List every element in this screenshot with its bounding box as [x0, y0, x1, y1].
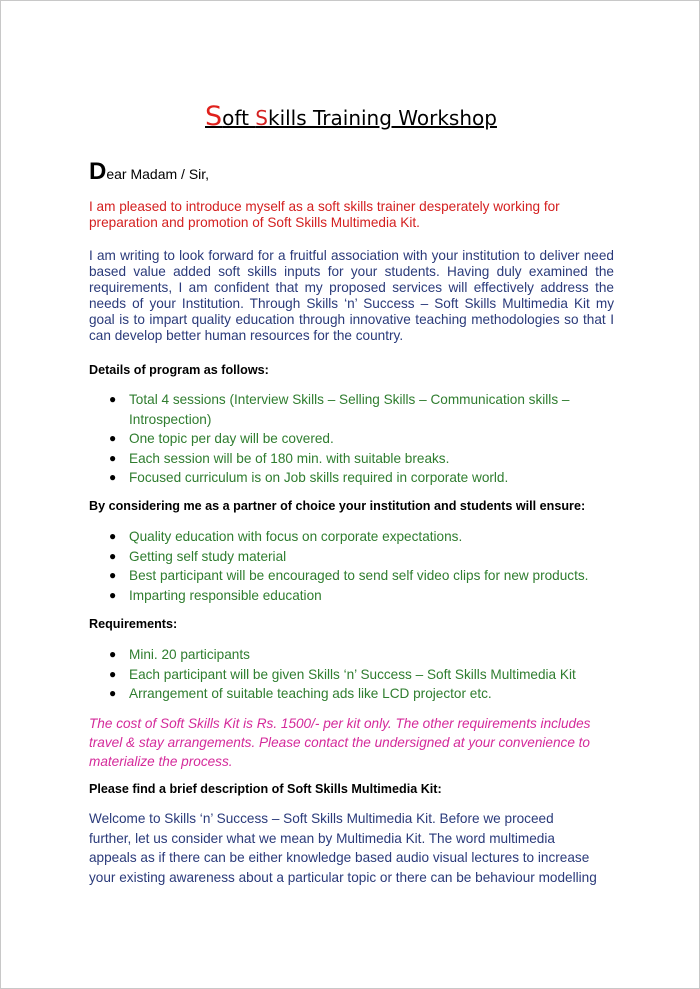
bullet-icon: ● — [109, 568, 117, 582]
title-s2-rest: kills Training Workshop — [267, 106, 497, 130]
body-paragraph: I am writing to look forward for a fruitful association with your institution to deliver need based value added soft skills inputs for your students. Having duly examined the requirements, I am confident that my proposed services will effectively address the needs of your Institution. Through Skills ‘n’ Success – Soft Skills Multimedia Kit my goal is to impart quality education through innovative teaching methodologies so that I can develop better human resources for the country. — [89, 248, 614, 343]
kit-description-line: appeals as if there can be either knowledge based audio visual lectures to increase — [89, 850, 590, 865]
bullet-icon: ● — [109, 587, 117, 602]
intro-paragraph: I am pleased to introduce myself as a soft skills trainer desperately working for preparation and promotion of Soft Skills Multimedia Kit. — [89, 199, 560, 230]
bullet-icon: ● — [109, 548, 117, 563]
title-s1-rest: oft — [222, 106, 256, 130]
title-text — [205, 101, 497, 132]
salutation — [89, 158, 209, 186]
list-item: ● One topic per day will be covered. — [109, 429, 604, 449]
bullet-icon: ● — [109, 392, 117, 406]
kit-description-line: further, let us consider what we mean by Multimedia Kit. The word multimedia — [89, 830, 555, 846]
salutation-drop-letter: D — [89, 158, 107, 185]
requirements-heading: Requirements: — [89, 617, 178, 631]
cost-note: The cost of Soft Skills Kit is Rs. 1500/- per kit only. The other requirements includes travel & stay arrangements. Please contact the undersigned at your convenience to materialize the process. — [89, 716, 591, 769]
bullet-icon: ● — [109, 647, 117, 661]
kit-description-heading: Please find a brief description of Soft Skills Multimedia Kit: — [89, 782, 442, 796]
title-s2-letter: S — [255, 106, 268, 130]
list-item: ● Getting self study material — [109, 547, 604, 567]
program-details-list — [109, 390, 604, 488]
title-s1-letter: S — [205, 101, 223, 132]
salutation-text: ear Madam / Sir, — [106, 166, 210, 182]
bullet-icon: ● — [109, 686, 117, 700]
kit-description-line: Welcome to Skills ‘n’ Success – Soft Skills Multimedia Kit. Before we proceed — [89, 811, 554, 826]
bullet-icon: ● — [109, 431, 117, 445]
bullet-icon: ● — [109, 666, 117, 681]
list-item: ● Quality education with focus on corporate expectations. — [109, 527, 604, 547]
requirements-list — [109, 645, 604, 704]
partner-benefits-heading: By considering me as a partner of choice your institution and students will ensure: — [89, 499, 586, 513]
kit-description-paragraph — [89, 809, 619, 887]
list-item: ● Best participant will be encouraged to send self video clips for new products. — [109, 566, 604, 586]
list-item: ● Arrangement of suitable teaching ads like LCD projector etc. — [109, 684, 604, 704]
bullet-icon: ● — [109, 529, 117, 543]
document-title — [1, 101, 700, 132]
list-item: ● Each session will be of 180 min. with suitable breaks. — [109, 449, 604, 469]
program-details-heading: Details of program as follows: — [89, 363, 269, 377]
list-item: ● Focused curriculum is on Job skills required in corporate world. — [109, 468, 604, 488]
partner-benefits-list — [109, 527, 604, 605]
kit-description-line: your existing awareness about a particular topic or there can be behaviour modelling — [89, 869, 597, 885]
list-item: ● Mini. 20 participants — [109, 645, 604, 665]
list-item: ● Imparting responsible education — [109, 586, 604, 606]
bullet-icon: ● — [109, 450, 117, 465]
list-item: ● Total 4 sessions (Interview Skills – Selling Skills – Communication skills – Introspection) — [109, 392, 570, 427]
bullet-icon: ● — [109, 470, 117, 484]
list-item: ● Each participant will be given Skills ‘n’ Success – Soft Skills Multimedia Kit — [109, 665, 604, 685]
